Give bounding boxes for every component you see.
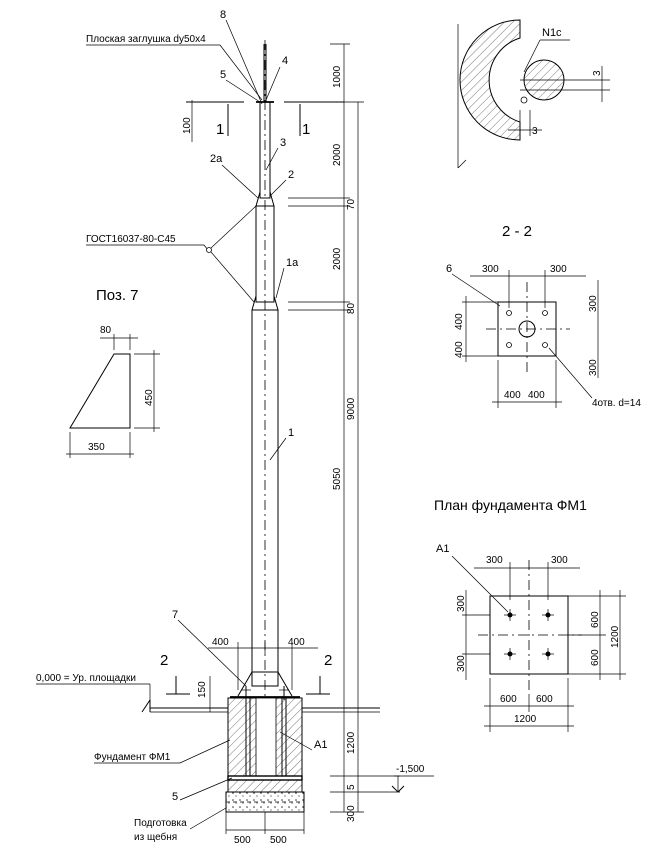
plan-right-a: 600 — [590, 611, 601, 628]
section22-title: 2 - 2 — [502, 223, 533, 240]
foundation-label: Фундамент ФМ1 — [94, 752, 171, 763]
foundation-block — [226, 698, 304, 812]
dim-400-left: 400 — [212, 637, 229, 648]
cap-note: Плоская заглушка dy50x4 — [86, 34, 206, 45]
dim-2000-mid: 2000 — [332, 247, 343, 270]
s22-label-6: 6 — [446, 263, 453, 275]
plan-left-b: 300 — [456, 655, 467, 672]
s22-bottom-right: 400 — [528, 390, 545, 401]
plan-top-left: 300 — [486, 555, 503, 566]
section-2-right: 2 — [324, 652, 333, 669]
poz7-bottom: 350 — [88, 442, 105, 453]
prep-line-1: Подготовка — [134, 818, 187, 829]
gost-note: ГОСТ16037-80-С45 — [86, 234, 176, 245]
dim-100: 100 — [182, 117, 193, 134]
label-2a: 2а — [210, 153, 223, 165]
plan-bottom-right: 600 — [536, 694, 553, 705]
label-1a: 1а — [286, 257, 299, 269]
section-2-left: 2 — [160, 652, 169, 669]
dim-1000: 1000 — [332, 65, 343, 88]
detail-dim-3-right: 3 — [592, 70, 603, 76]
plan-title: План фундамента ФМ1 — [434, 497, 587, 513]
dim-150: 150 — [197, 681, 208, 698]
dim-5: 5 — [346, 784, 357, 790]
section-1-left: 1 — [216, 121, 225, 138]
label-1: 1 — [288, 427, 295, 439]
plan-top-right: 300 — [551, 555, 568, 566]
section-1-right: 1 — [302, 121, 311, 138]
plan-label-a1: А1 — [436, 543, 450, 555]
plan-right-total: 1200 — [610, 625, 621, 648]
s22-top-left: 300 — [482, 264, 499, 275]
poz7-detail — [66, 287, 160, 458]
poz7-height: 450 — [144, 389, 155, 406]
plan-right-b: 600 — [590, 649, 601, 666]
label-a1: А1 — [314, 739, 328, 751]
dim-9000: 9000 — [346, 397, 357, 420]
pole — [230, 40, 300, 770]
label-7: 7 — [172, 609, 179, 621]
dim-5050: 5050 — [332, 467, 343, 490]
label-3: 3 — [280, 137, 287, 149]
label-2: 2 — [288, 169, 295, 181]
s22-holes-note: 4отв. d=14 — [592, 398, 641, 409]
label-5-top: 5 — [220, 69, 227, 81]
dim-80: 80 — [346, 302, 357, 314]
dim-1200: 1200 — [346, 731, 357, 754]
s22-left-b: 400 — [454, 341, 465, 358]
section-2-2 — [446, 223, 641, 409]
label-4: 4 — [282, 55, 289, 67]
dim-500-right: 500 — [270, 835, 287, 846]
level-minus: -1,500 — [396, 764, 425, 775]
dim-300: 300 — [346, 805, 357, 822]
level-zero: 0,000 = Ур. площадки — [36, 673, 136, 684]
s22-left-a: 400 — [454, 313, 465, 330]
s22-top-right: 300 — [550, 264, 567, 275]
plan-bottom-total: 1200 — [514, 714, 537, 725]
poz7-top: 80 — [100, 325, 112, 336]
label-5-bottom: 5 — [172, 791, 179, 803]
poz7-title: Поз. 7 — [96, 287, 139, 304]
label-8: 8 — [220, 9, 227, 21]
plan-bottom-left: 600 — [500, 694, 517, 705]
detail-label: N1с — [542, 27, 562, 39]
s22-right-b: 300 — [588, 359, 599, 376]
dim-70: 70 — [346, 198, 357, 210]
dim-400-right: 400 — [288, 637, 305, 648]
s22-bottom-left: 400 — [504, 390, 521, 401]
vertical-dimensions — [288, 44, 434, 822]
prep-line-2: из щебня — [134, 832, 178, 843]
foundation-plan — [434, 497, 626, 732]
detail-dim-3-bottom: 3 — [532, 126, 538, 137]
weld-detail — [458, 20, 610, 168]
dim-2000-top: 2000 — [332, 143, 343, 166]
s22-right-a: 300 — [588, 295, 599, 312]
plan-left-a: 300 — [456, 595, 467, 612]
dim-500-left: 500 — [234, 835, 251, 846]
